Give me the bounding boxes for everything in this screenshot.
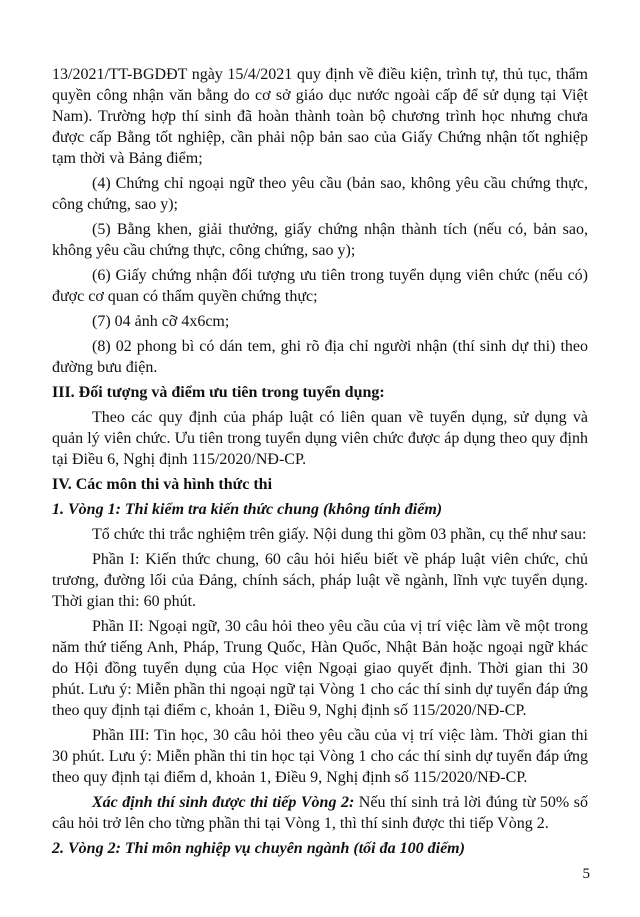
paragraph-part-1: Phần I: Kiến thức chung, 60 câu hỏi hiểu biết về pháp luật viên chức, chủ trương, đường lối của Đảng, chính sách, pháp luật về ngành, lĩnh vực tuyển dụng. Thời gian thi: 60 phút.	[52, 551, 588, 610]
list-item-6: (6) Giấy chứng nhận đối tượng ưu tiên trong tuyển dụng viên chức (nếu có) được cơ quan có thẩm quyền chứng thực;	[52, 267, 588, 305]
list-item-4: (4) Chứng chỉ ngoại ngữ theo yêu cầu (bản sao, không yêu cầu chứng thực, công chứng, sao y);	[52, 175, 588, 213]
list-item-7: (7) 04 ảnh cỡ 4x6cm;	[92, 313, 230, 330]
list-item-8: (8) 02 phong bì có dán tem, ghi rõ địa chỉ người nhận (thí sinh dự thi) theo đường bưu điện.	[52, 338, 588, 376]
list-item-5: (5) Bằng khen, giải thưởng, giấy chứng nhận thành tích (nếu có, bản sao, không yêu cầu chứng thực, công chứng, sao y);	[52, 221, 588, 259]
subsection-heading-round-1: 1. Vòng 1: Thi kiểm tra kiến thức chung (không tính điểm)	[52, 501, 443, 518]
paragraph-priority-rules: Theo các quy định của pháp luật có liên quan về tuyển dụng, sử dụng và quản lý viên chức. Ưu tiên trong tuyển dụng viên chức được áp dụng theo quy định tại Điều 6, Nghị định 115/2020/NĐ-CP.	[52, 409, 588, 468]
paragraph-part-2: Phần II: Ngoại ngữ, 30 câu hỏi theo yêu cầu của vị trí việc làm về một trong năm thứ tiếng Anh, Pháp, Trung Quốc, Hàn Quốc, Nhật Bản hoặc ngoại ngữ khác do Hội đồng tuyển dụng của Học viện Ngoại giao quyết định. Thời gian thi 30 phút. Lưu ý: Miễn phần thi ngoại ngữ tại Vòng 1 cho các thí sinh dự tuyển đáp ứng theo quy định tại điểm c, khoản 1, Điều 9, Nghị định số 115/2020/NĐ-CP.	[52, 618, 588, 719]
subsection-heading-round-2: 2. Vòng 2: Thi môn nghiệp vụ chuyên ngành (tối đa 100 điểm)	[52, 840, 465, 857]
section-heading-iii: III. Đối tượng và điểm ưu tiên trong tuyển dụng:	[52, 384, 385, 401]
paragraph-exam-overview: Tổ chức thi trắc nghiệm trên giấy. Nội dung thi gồm 03 phần, cụ thể như sau:	[92, 526, 587, 543]
paragraph-continuation: 13/2021/TT-BGDĐT ngày 15/4/2021 quy định về điều kiện, trình tự, thủ tục, thẩm quyền công nhận văn bằng do cơ sở giáo dục nước ngoài cấp để sử dụng tại Việt Nam). Trường hợp thí sinh đã hoàn thành toàn bộ chương trình học nhưng chưa được cấp Bằng tốt nghiệp, cần phải nộp bản sao của Giấy Chứng nhận tốt nghiệp tạm thời và Bảng điểm;	[52, 66, 588, 167]
round-2-qualification-lead: Xác định thí sinh được thi tiếp Vòng 2:	[92, 794, 355, 811]
round-2-qualification-text: Nếu thí sinh trả lời đúng từ 50% số câu hỏi trở lên cho từng phần thi tại Vòng 1, thì thí sinh được thi tiếp Vòng 2.	[52, 794, 588, 832]
page-number: 5	[582, 866, 590, 882]
section-heading-iv: IV. Các môn thi và hình thức thi	[52, 476, 273, 493]
paragraph-round-2-qualification	[52, 792, 588, 834]
paragraph-part-3: Phần III: Tin học, 30 câu hỏi theo yêu cầu của vị trí việc làm. Thời gian thi 30 phút. Lưu ý: Miễn phần thi tin học tại Vòng 1 cho các thí sinh dự tuyển đáp ứng theo quy định tại điểm d, khoản 1, Điều 9, Nghị định số 115/2020/NĐ-CP.	[52, 727, 588, 786]
